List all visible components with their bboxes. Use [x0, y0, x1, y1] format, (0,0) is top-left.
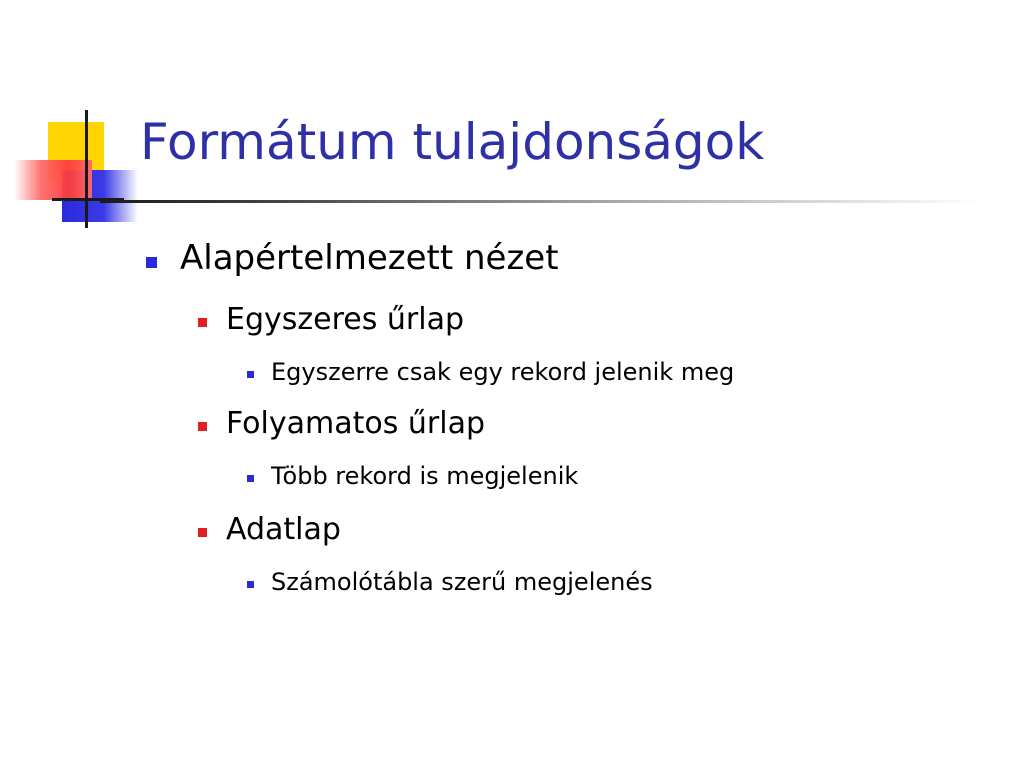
bullet-text: Egyszerre csak egy rekord jelenik meg	[271, 358, 735, 386]
bullet-square-icon	[198, 422, 207, 431]
bullet-text: Adatlap	[226, 512, 341, 547]
bullet-text: Folyamatos űrlap	[226, 406, 486, 441]
bullet-text: Számolótábla szerű megjelenés	[271, 568, 653, 596]
title-underline	[100, 200, 980, 203]
bullet-square-icon	[146, 257, 157, 268]
bullet-item-level2	[226, 302, 464, 337]
bullet-square-icon	[247, 371, 254, 378]
bullet-text: Több rekord is megjelenik	[271, 462, 579, 490]
bullet-item-level1	[180, 238, 559, 278]
bullet-item-level2	[226, 406, 485, 441]
bullet-square-icon	[198, 318, 207, 327]
logo-red-bar	[14, 160, 92, 200]
slide-title: Formátum tulajdonságok	[140, 113, 765, 171]
bullet-item-level3	[271, 568, 653, 596]
bullet-item-level3	[271, 358, 734, 386]
bullet-square-icon	[198, 528, 207, 537]
bullet-item-level2	[226, 512, 341, 547]
bullet-square-icon	[247, 475, 254, 482]
bullet-text: Alapértelmezett nézet	[180, 238, 559, 278]
bullet-item-level3	[271, 462, 578, 490]
bullet-text: Egyszeres űrlap	[226, 302, 464, 337]
bullet-square-icon	[247, 581, 254, 588]
logo-vertical-line	[85, 110, 88, 228]
